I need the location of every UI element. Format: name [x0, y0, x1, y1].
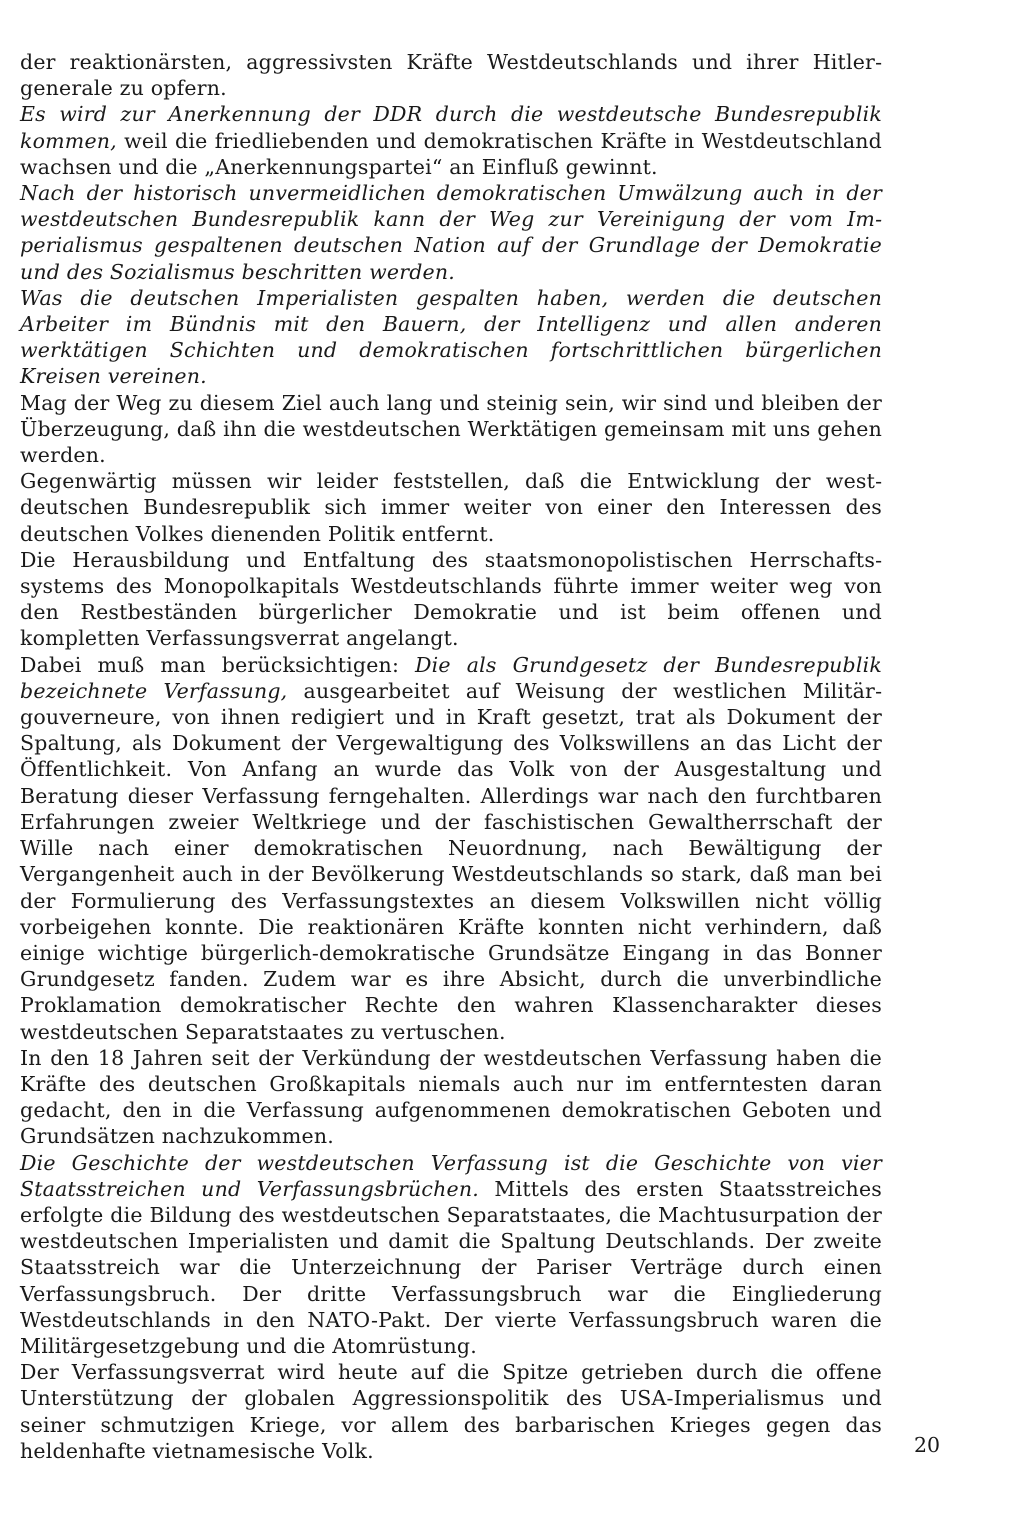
emphasized-text: Es wird zur Anerkennung der DDR durch die westdeutsche Bundesrepublik kommen,	[20, 102, 882, 153]
body-text: Der Verfassungsverrat wird heute auf die Spitze getrieben durch die offene Unterstützung der globalen Aggressionspolitik des USA-Imperialismus und seiner schmutzigen Kriege, vor allem des barbarischen Krieges gegen das heldenhafte vietnamesische Volk.	[20, 1360, 882, 1463]
emphasized-text: Die Geschichte der westdeutschen Verfassung ist die Geschichte von vier Staatsstreichen und Verfassungsbrüchen.	[20, 1150, 882, 1201]
body-text: Dabei muß man berücksichtigen:	[20, 652, 416, 677]
paragraph	[20, 1150, 882, 1360]
paragraph	[20, 285, 882, 390]
paragraph	[20, 390, 882, 469]
paragraph	[20, 1359, 882, 1464]
paragraph	[20, 101, 882, 180]
emphasized-text: Die als Grundgesetz der Bundesrepublik bezeichnete Verfassung,	[20, 652, 882, 703]
body-text: In den 18 Jahren seit der Verkündung der westdeutschen Verfassung haben die Kräfte des deutschen Großkapitals niemals auch nur im entferntesten daran gedacht, den in die Verfassung aufgenommenen demokratischen Geboten und Grundsätzen nachzukommen.	[20, 1045, 882, 1149]
body-text: weil die friedliebenden und demokratischen Kräfte in Westdeutschland wachsen und die „Anerkennungspartei“ an Einfluß gewinnt.	[20, 128, 882, 179]
paragraph	[20, 547, 882, 652]
paragraph	[20, 1045, 882, 1150]
body-text: Gegenwärtig müssen wir leider feststellen, daß die Entwicklung der westdeutschen Bundesrepublik sich immer weiter von einer den Interessen des deutschen Volkes dienenden Politik entfernt.	[20, 469, 882, 546]
paragraph	[20, 468, 882, 547]
body-text: Mittels des ersten Staatsstreiches erfolgte die Bildung des westdeutschen Separatstaates, die Machtusurpation der westdeutschen Imperialisten und damit die Spaltung Deutschlands. Der zweite Staatsstreich war die Unterzeichnung der Pariser Verträge durch einen Verfassungsbruch. Der dritte Verfassungsbruch war die Eingliederung Westdeutschlands in den NATO-Pakt. Der vierte Verfassungsbruch waren die Militärgesetzgebung und die Atomrüstung.	[20, 1176, 882, 1358]
body-text: Mag der Weg zu diesem Ziel auch lang und steinig sein, wir sind und bleiben der Überzeugung, daß ihn die westdeutschen Werktätigen gemeinsam mit uns gehen werden.	[20, 390, 882, 468]
emphasized-text: Was die deutschen Imperialisten gespalten haben, werden die deutschen Arbeiter im Bündnis mit den Bauern, der Intelligenz und allen anderen werktätigen Schichten und demokratischen fortschrittlichen bürgerlichen Kreisen vereinen.	[20, 285, 882, 389]
page-body	[20, 0, 882, 1464]
paragraph	[20, 180, 882, 285]
text-column	[20, 49, 882, 1464]
paragraph	[20, 652, 882, 1045]
body-text: ausgearbeitet auf Weisung der westlichen Militärgouverneure, von ihnen redigiert und in Kraft gesetzt, trat als Dokument der Spaltung, als Dokument der Vergewaltigung des Volkswillens an das Licht der Öffentlichkeit. Von Anfang an wurde das Volk von der Ausgestaltung und Beratung dieser Verfassung ferngehalten. Allerdings war nach den furchtbaren Erfahrungen zweier Weltkriege und der faschistischen Gewaltherrschaft der Wille nach einer demokratischen Neuordnung, nach Bewältigung der Vergangenheit auch in der Bevölkerung Westdeutschlands so stark, daß man bei der Formulierung des Verfassungstextes an diesem Volkswillen nicht völlig vorbeigehen konnte. Die reaktionären Kräfte konnten nicht verhindern, daß einige wichtige bürgerlich-demokratische Grundsätze Eingang in das Bonner Grundgesetz fanden. Zudem war es ihre Absicht, durch die unverbindliche Proklamation demokratischer Rechte den wahren Klassencharakter dieses westdeutschen Separatstaates zu vertuschen.	[20, 678, 882, 1044]
page-number: 20	[914, 1433, 941, 1457]
body-text: der reaktionärsten, aggressivsten Kräfte Westdeutschlands und ihrer Hitlergenerale zu opfern.	[20, 50, 882, 101]
emphasized-text: Nach der historisch unvermeidlichen demokratischen Umwälzung auch in der westdeutschen Bundesrepublik kann der Weg zur Vereinigung der vom Imperialismus gespaltenen deutschen Nation auf der Grundlage der Demokratie und des Sozialismus beschritten werden.	[20, 181, 882, 284]
body-text: Die Herausbildung und Entfaltung des staatsmonopolistischen Herrschaftssystems des Monopolkapitals Westdeutschlands führte immer weiter weg von den Restbeständen bürgerlicher Demokratie und ist beim offenen und kompletten Verfassungsverrat angelangt.	[20, 547, 882, 651]
paragraph	[20, 49, 882, 101]
